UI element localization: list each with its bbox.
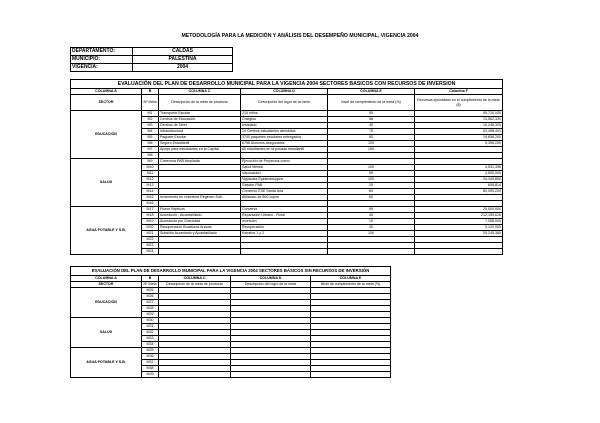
resources-executed: 34,345,890 bbox=[415, 177, 503, 183]
achievement-description: Vigilancia Epidemiológica bbox=[241, 177, 328, 183]
info-label: MUNICIPIO: bbox=[71, 56, 133, 64]
resources-executed: 19,656,200 bbox=[415, 135, 503, 141]
achievement-description: Afiliación de 600 cupos bbox=[241, 195, 328, 201]
table-caption: EVALUACIÓN DEL PLAN DE DESARROLLO MUNICIPAL PARA LA VIGENCIA 2004 SECTORES BÁSICOS SIN RECURSOS DE INVERSIÓN bbox=[71, 267, 391, 276]
achievement-description: Reparación Urbano - Rural bbox=[241, 213, 328, 219]
resources-executed: 20,000,000 bbox=[415, 207, 503, 213]
goal-number: M35 bbox=[142, 348, 159, 354]
info-label: DEPARTAMENTO: bbox=[71, 48, 133, 56]
goal-description: Paquete Escolar bbox=[159, 135, 241, 141]
goal-description: Centros de Taller bbox=[159, 123, 241, 129]
info-row bbox=[71, 64, 233, 72]
goal-description: Subsidio Acueducto y Alcantarillado bbox=[159, 231, 241, 237]
table-with-resources bbox=[70, 79, 503, 255]
column-header: Descripción del logro de la meta bbox=[241, 95, 328, 111]
goal-number: M14 bbox=[142, 189, 159, 195]
compliance-level: 60 bbox=[328, 189, 415, 195]
info-value: 2004 bbox=[133, 64, 233, 72]
column-letter: B bbox=[142, 89, 159, 95]
goal-description: Recuperación Bocatoma Arauca bbox=[159, 225, 241, 231]
achievement-description: Salud Mental bbox=[241, 165, 328, 171]
goal-number: M2 bbox=[142, 117, 159, 123]
goal-number: M36 bbox=[142, 354, 159, 360]
column-header: Recursos ejecutados en el cumplimiento de la meta ($) bbox=[415, 95, 503, 111]
resources-executed: 25,245,380 bbox=[415, 231, 503, 237]
sector-name: SALUD bbox=[71, 318, 142, 348]
goal-number: M39 bbox=[142, 372, 159, 378]
goal-number: M7 bbox=[142, 147, 159, 153]
compliance-level: 60 bbox=[328, 135, 415, 141]
achievement-description: 14 Centros estudiantes atendidos bbox=[241, 129, 328, 135]
goal-number: M23 bbox=[142, 243, 159, 249]
goal-number: M33 bbox=[142, 336, 159, 342]
achievement-description: 60 estudiantes en la posada estudiantil bbox=[241, 147, 328, 153]
column-header: Descripción de la meta de producto bbox=[159, 282, 231, 288]
column-letter: COLUMNA A bbox=[71, 276, 142, 282]
goal-number: M24 bbox=[142, 249, 159, 255]
info-value: CALDAS bbox=[133, 48, 233, 56]
achievement-description: Recuperación bbox=[241, 225, 328, 231]
achievement-description: Inversión bbox=[241, 219, 328, 225]
goal-description bbox=[159, 249, 241, 255]
goal-description: Incremento en cobertura Régimen Sub. bbox=[159, 195, 241, 201]
caption-row bbox=[71, 267, 391, 276]
compliance-level: 45 bbox=[328, 123, 415, 129]
column-header: Descripción del logro de la meta bbox=[231, 282, 311, 288]
goal-number: M12 bbox=[142, 177, 159, 183]
goal-number: M9 bbox=[142, 159, 159, 165]
goal-number: M38 bbox=[142, 366, 159, 372]
achievement-description: 3700 paquetes escolares entregados bbox=[241, 135, 328, 141]
goal-number: M10 bbox=[142, 165, 159, 171]
resources-executed: 608,814 bbox=[415, 183, 503, 189]
goal-number: M34 bbox=[142, 342, 159, 348]
column-letter: COLUMNA D bbox=[231, 276, 311, 282]
column-header: Nº Meta bbox=[142, 95, 159, 111]
sector-name: EDUCACIÓN bbox=[71, 288, 142, 318]
compliance-level: 100 bbox=[328, 165, 415, 171]
goal-description: Pozos Sépticos bbox=[159, 207, 241, 213]
column-headers-row bbox=[71, 95, 503, 111]
resources-executed: 3,120,900 bbox=[415, 225, 503, 231]
goal-number: M22 bbox=[142, 237, 159, 243]
column-letter: B bbox=[142, 276, 159, 282]
resources-executed bbox=[415, 249, 503, 255]
compliance-level: 100 bbox=[328, 147, 415, 153]
goal-description: Apoyo para estudiantes en la Capital bbox=[159, 147, 241, 153]
goal-description bbox=[159, 372, 231, 378]
column-header: Nivel de cumplimiento de la meta (%) bbox=[311, 282, 391, 288]
compliance-level bbox=[328, 249, 415, 255]
goal-number: M32 bbox=[142, 330, 159, 336]
compliance-level: 50 bbox=[328, 207, 415, 213]
resources-executed: 4,800,000 bbox=[415, 171, 503, 177]
resources-executed: 55,716,000 bbox=[415, 111, 503, 117]
achievement-description: Estratos 1 y 2 bbox=[241, 231, 328, 237]
achievement-description bbox=[231, 372, 311, 378]
sector-name: AGUA POTABLE Y S.B. bbox=[71, 348, 142, 378]
resources-executed: 80,000,200 bbox=[415, 189, 503, 195]
compliance-level: 30 bbox=[328, 225, 415, 231]
column-header: SECTOR bbox=[71, 95, 142, 111]
goal-number: M5 bbox=[142, 135, 159, 141]
goal-description: Seguro Estudiantil bbox=[159, 141, 241, 147]
goal-number: M11 bbox=[142, 171, 159, 177]
achievement-description bbox=[241, 249, 328, 255]
goal-number: M4 bbox=[142, 129, 159, 135]
goal-description: Infraestructura bbox=[159, 129, 241, 135]
goal-number: M25 bbox=[142, 288, 159, 294]
goal-number: M13 bbox=[142, 183, 159, 189]
info-row bbox=[71, 56, 233, 64]
achievement-description: Ejecución de Proyectos como: bbox=[241, 159, 328, 165]
column-letter: COLUMNA E bbox=[328, 89, 415, 95]
column-letter: Columna F bbox=[415, 89, 503, 95]
sector-name: EDUCACIÓN bbox=[71, 111, 142, 159]
achievement-description: Colegios bbox=[241, 117, 328, 123]
goal-description: Transporte Escolar bbox=[159, 111, 241, 117]
column-letter: COLUMNA D bbox=[241, 89, 328, 95]
compliance-level: 100 bbox=[328, 177, 415, 183]
compliance-level: 75 bbox=[328, 129, 415, 135]
column-letter: COLUMNA A bbox=[71, 89, 142, 95]
sector-name: AGUA POTABLE Y S.B. bbox=[71, 207, 142, 255]
goal-number: M16 bbox=[142, 201, 159, 207]
goal-number: M21 bbox=[142, 231, 159, 237]
goal-description: Acueducto por Gravedad bbox=[159, 219, 241, 225]
compliance-level: 10 bbox=[328, 219, 415, 225]
achievement-description: Convenio bbox=[241, 207, 328, 213]
goal-number: M31 bbox=[142, 324, 159, 330]
compliance-level: 100 bbox=[328, 231, 415, 237]
resources-executed: 4,531,396 bbox=[415, 165, 503, 171]
achievement-description: Gestión PAB bbox=[241, 183, 328, 189]
goal-number: M1 bbox=[142, 111, 159, 117]
goal-number: M8 bbox=[142, 153, 159, 159]
column-letter: COLUMNA C bbox=[159, 276, 231, 282]
goal-description: Centros de Educación bbox=[159, 117, 241, 123]
municipality-info bbox=[70, 47, 233, 72]
goal-number: M3 bbox=[142, 123, 159, 129]
compliance-level: 95 bbox=[328, 171, 415, 177]
resources-executed: 63,458,491 bbox=[415, 129, 503, 135]
info-row bbox=[71, 48, 233, 56]
achievement-description: Instalado bbox=[241, 123, 328, 129]
achievement-description: Convenio ESE Santa Ana bbox=[241, 189, 328, 195]
goal-number: M18 bbox=[142, 213, 159, 219]
goal-number: M20 bbox=[142, 225, 159, 231]
goal-number: M28 bbox=[142, 306, 159, 312]
table-caption: EVALUACIÓN DEL PLAN DE DESARROLLO MUNICIPAL PARA LA VIGENCIA 2004 SECTORES BASICOS CON RECURSOS DE INVERSION bbox=[71, 80, 503, 89]
sector-name: SALUD bbox=[71, 159, 142, 207]
compliance-level: 60 bbox=[328, 195, 415, 201]
achievement-description: Vacunación bbox=[241, 171, 328, 177]
goal-number: M26 bbox=[142, 294, 159, 300]
goal-number: M15 bbox=[142, 195, 159, 201]
compliance-level: 15 bbox=[328, 183, 415, 189]
column-header: Descripción de la meta de producto bbox=[159, 95, 241, 111]
goal-number: M30 bbox=[142, 318, 159, 324]
page-title: METODOLOGÍA PARA LA MEDICIÓN Y ANÁLISIS DEL DESEMPEÑO MUNICIPAL, VIGENCIA 2004 bbox=[181, 33, 419, 39]
compliance-level: 58 bbox=[328, 117, 415, 123]
column-header: Nº Meta bbox=[142, 282, 159, 288]
compliance-level: 50 bbox=[328, 111, 415, 117]
achievement-description: 6758 Alumnos asegurados bbox=[241, 141, 328, 147]
goal-number: M19 bbox=[142, 219, 159, 225]
compliance-level bbox=[311, 372, 391, 378]
caption-row bbox=[71, 80, 503, 89]
resources-executed: 5,396,250 bbox=[415, 141, 503, 147]
compliance-level: 40 bbox=[328, 213, 415, 219]
goal-number: M37 bbox=[142, 360, 159, 366]
goal-description: Acueducto - Alcantarillado bbox=[159, 213, 241, 219]
info-value: PALESTINA bbox=[133, 56, 233, 64]
info-label: VIGENCIA: bbox=[71, 64, 133, 72]
goal-description: Cobertura PAB Ampliada bbox=[159, 159, 241, 165]
goal-number: M6 bbox=[142, 141, 159, 147]
resources-executed: 7,058,000 bbox=[415, 219, 503, 225]
achievement-description: 215 niños bbox=[241, 111, 328, 117]
goal-number: M17 bbox=[142, 207, 159, 213]
resources-executed: 13,562,330 bbox=[415, 117, 503, 123]
resources-executed: 212,159,616 bbox=[415, 213, 503, 219]
column-letter: COLUMNA C bbox=[159, 89, 241, 95]
goal-number: M27 bbox=[142, 300, 159, 306]
column-letter: COLUMNA E bbox=[311, 276, 391, 282]
column-header: Nivel de cumplimiento de la meta (%) bbox=[328, 95, 415, 111]
table-without-resources bbox=[70, 266, 391, 378]
column-header: SECTOR bbox=[71, 282, 142, 288]
goal-number: M29 bbox=[142, 312, 159, 318]
resources-executed: 10,246,300 bbox=[415, 123, 503, 129]
compliance-level: 100 bbox=[328, 141, 415, 147]
